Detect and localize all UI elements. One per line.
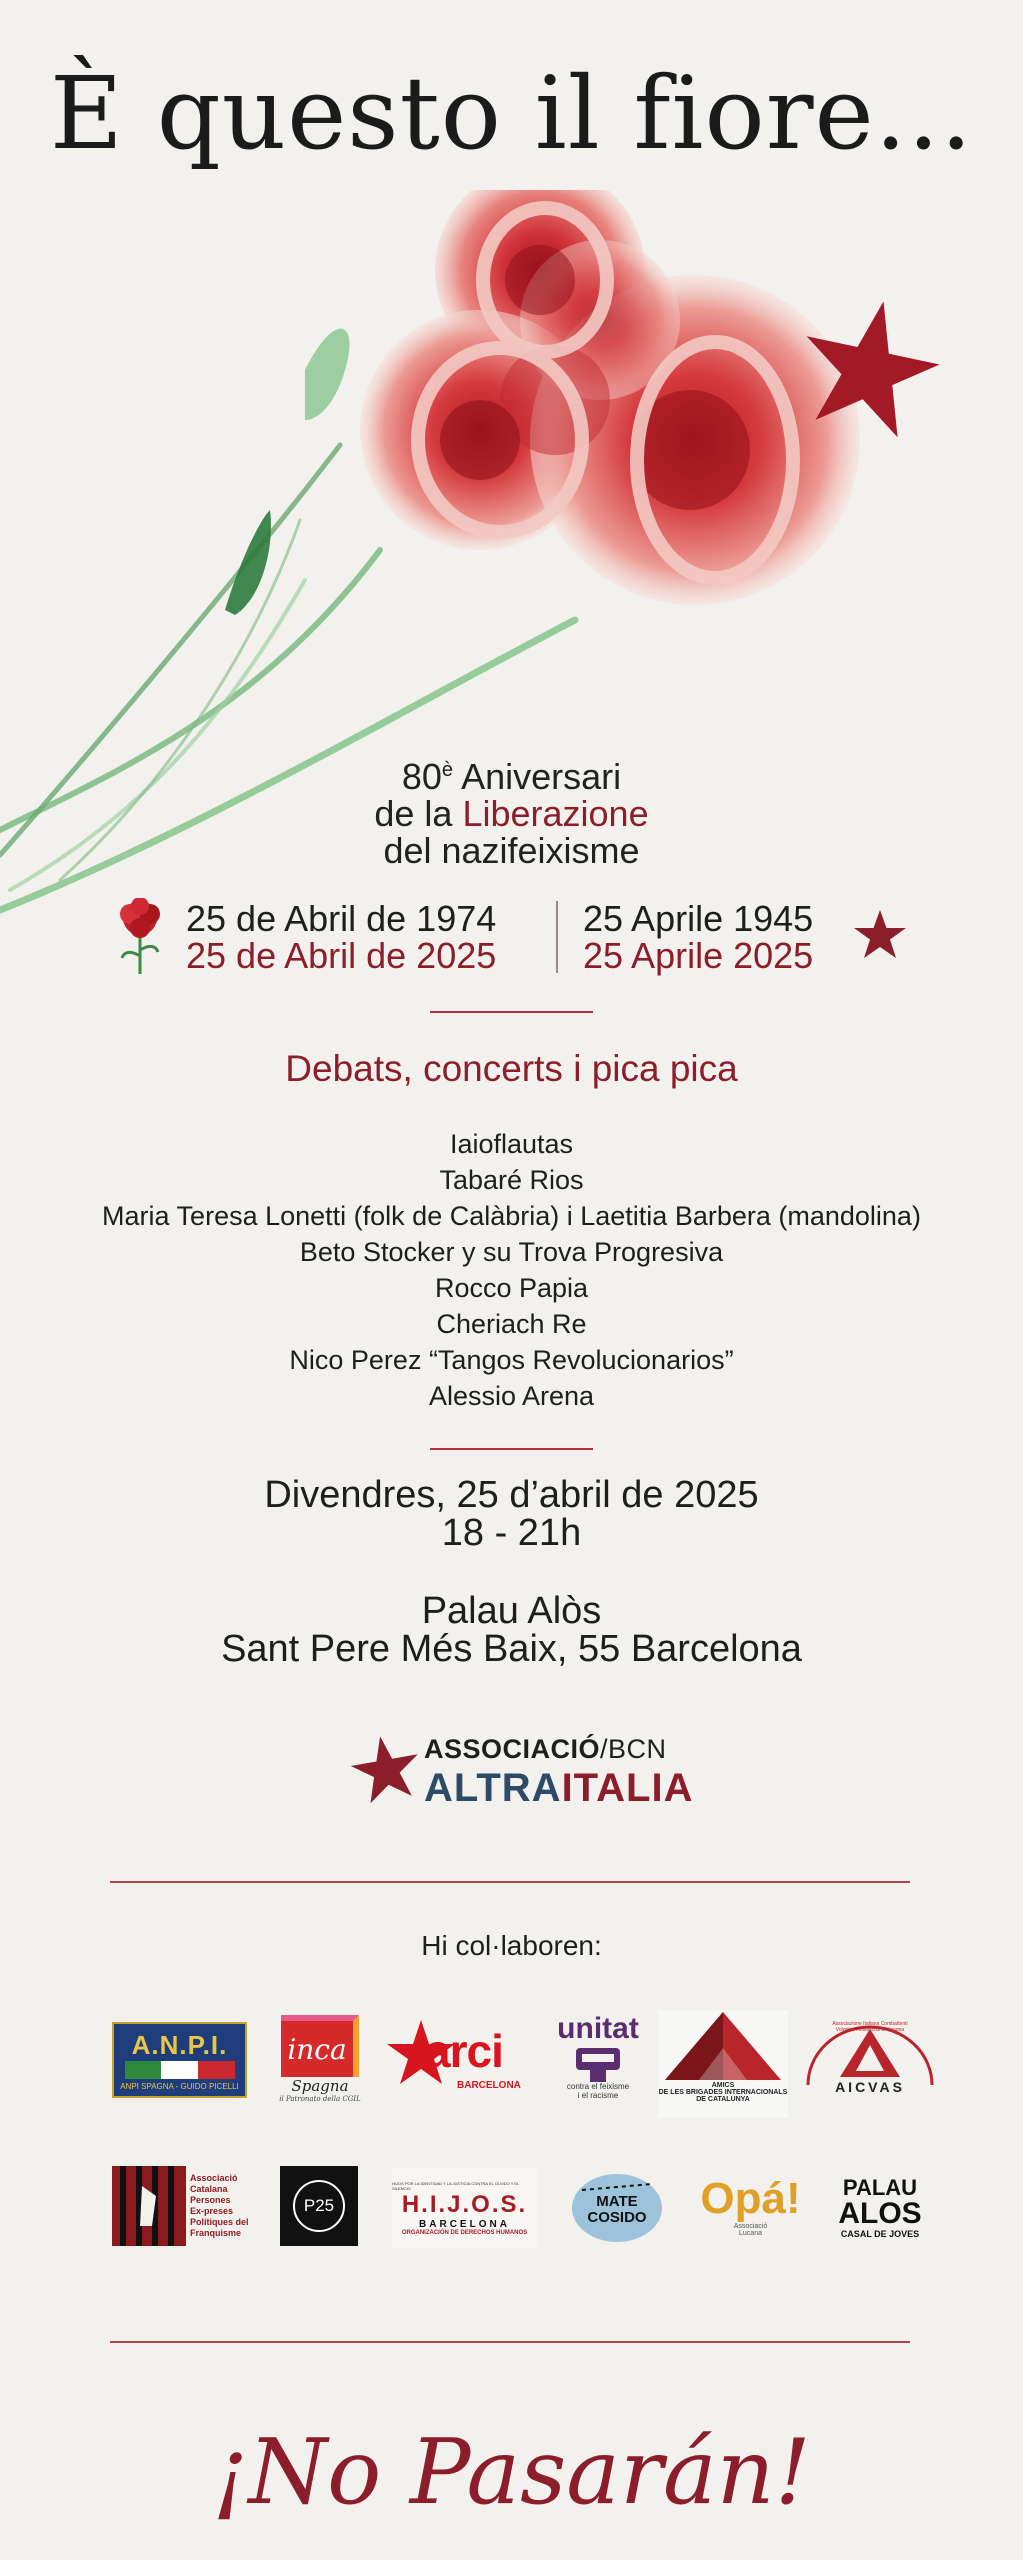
aicvas-logo: Associazione Italiana Combattenti Volontari Antifascisti di Spagna AICVAS bbox=[800, 2015, 940, 2099]
accepf-logo bbox=[112, 2165, 252, 2247]
event-time: 18 - 21h bbox=[441, 1512, 582, 1554]
opa-wordmark: Opá! bbox=[700, 2174, 801, 2223]
anpi-logo: A.N.P.I. ANPI SPAGNA - GUIDO PICELLI bbox=[112, 2022, 247, 2098]
artist-list bbox=[0, 1126, 1023, 1414]
artist-item: Iaioflautas bbox=[449, 1129, 574, 1159]
artist-item: Cheriach Re bbox=[436, 1309, 587, 1339]
poppy-leaf-icon bbox=[225, 510, 271, 615]
unitat-logo: unitat contra el feixisme i el racisme bbox=[557, 2012, 639, 2100]
collaborators-heading: Hi col·laboren: bbox=[421, 1930, 602, 1961]
artist-item: Alessio Arena bbox=[428, 1381, 595, 1411]
no-pasaran-slogan: ¡No Pasarán! bbox=[212, 2420, 811, 2525]
divider-4 bbox=[110, 2341, 910, 2343]
accepf-text: Associació Catalana Persones Ex-preses Polítiques del Franquisme bbox=[190, 2173, 249, 2238]
event-where bbox=[0, 1592, 1023, 1668]
event-date: Divendres, 25 d’abril de 2025 bbox=[264, 1474, 759, 1516]
artist-item: Tabaré Rios bbox=[439, 1165, 584, 1195]
logo-line-1: ASSOCIACIÓ/BCN bbox=[424, 1734, 667, 1764]
p25-logo: P25 bbox=[280, 2166, 358, 2246]
mate-cosido-text: MATE COSIDO bbox=[587, 2193, 647, 2226]
inca-logo: inca Spagna il Patronato della CGIL bbox=[278, 2015, 362, 2120]
anniversary-block bbox=[0, 752, 1023, 869]
date-1974: 25 de Abril de 1974 bbox=[186, 898, 497, 939]
prison-bars-icon bbox=[112, 2166, 186, 2246]
brigades-logo: AMICS DE LES BRIGADES INTERNACIONALS DE CATALUNYA bbox=[658, 2010, 788, 2118]
dates-italy bbox=[583, 900, 813, 974]
logo-star-icon bbox=[350, 1734, 422, 1804]
artist-item: Beto Stocker y su Trova Progresiva bbox=[299, 1237, 724, 1267]
event-when bbox=[0, 1476, 1023, 1552]
program-heading: Debats, concerts i pica pica bbox=[285, 1048, 738, 1089]
liberazione-highlight: Liberazione bbox=[462, 793, 649, 834]
dates-spain bbox=[186, 900, 496, 974]
palau-alos-logo: PALAU ALOS CASAL DE JOVES bbox=[838, 2175, 922, 2239]
date-2025-spain: 25 de Abril de 2025 bbox=[186, 935, 497, 976]
date-2025-italy: 25 Aprile 2025 bbox=[583, 935, 814, 976]
carnation-icon bbox=[112, 898, 168, 976]
raised-fist-icon bbox=[568, 2046, 628, 2082]
small-star-icon bbox=[852, 908, 908, 962]
divider-1 bbox=[430, 1011, 593, 1013]
mate-cosido-logo bbox=[568, 2166, 666, 2246]
dates-divider bbox=[556, 901, 558, 973]
opa-logo: Opá! Associació Lucana bbox=[700, 2174, 801, 2237]
event-address: Sant Pere Més Baix, 55 Barcelona bbox=[221, 1628, 802, 1670]
artist-item: Rocco Papia bbox=[434, 1273, 589, 1303]
divider-2 bbox=[430, 1448, 593, 1450]
artist-item: Maria Teresa Lonetti (folk de Calàbria) i Laetitia Barbera (mandolina) bbox=[102, 1201, 921, 1231]
poster-title: È questo il fiore... bbox=[49, 55, 974, 172]
poppy-bud-icon bbox=[305, 329, 349, 420]
logo-line-2: ALTRAITALIA bbox=[424, 1766, 694, 1810]
brigades-triangle-icon bbox=[663, 2010, 783, 2082]
hijos-logo: HIJOS POR LA IDENTIDAD Y LA JUSTICIA CONTRA EL OLVIDO Y EL SILENCIO H.I.J.O.S. BARCELONA ORGANIZACIÓN DE DERECHOS HUMANOS bbox=[392, 2168, 537, 2248]
anniversary-line-3: del nazifeixisme bbox=[383, 830, 640, 871]
event-venue: Palau Alòs bbox=[421, 1590, 602, 1632]
artist-item: Nico Perez “Tangos Revolucionarios” bbox=[289, 1345, 734, 1375]
altraitalia-logo bbox=[350, 1730, 694, 1810]
anniversary-line-2: de la Liberazione bbox=[374, 793, 649, 834]
italian-flag-icon bbox=[125, 2061, 235, 2079]
divider-3 bbox=[110, 1881, 910, 1883]
date-1945: 25 Aprile 1945 bbox=[583, 898, 814, 939]
arci-logo: arci BARCELONA bbox=[385, 2010, 515, 2100]
anniversary-line-1: $80^è$ Aniversari bbox=[401, 756, 622, 797]
